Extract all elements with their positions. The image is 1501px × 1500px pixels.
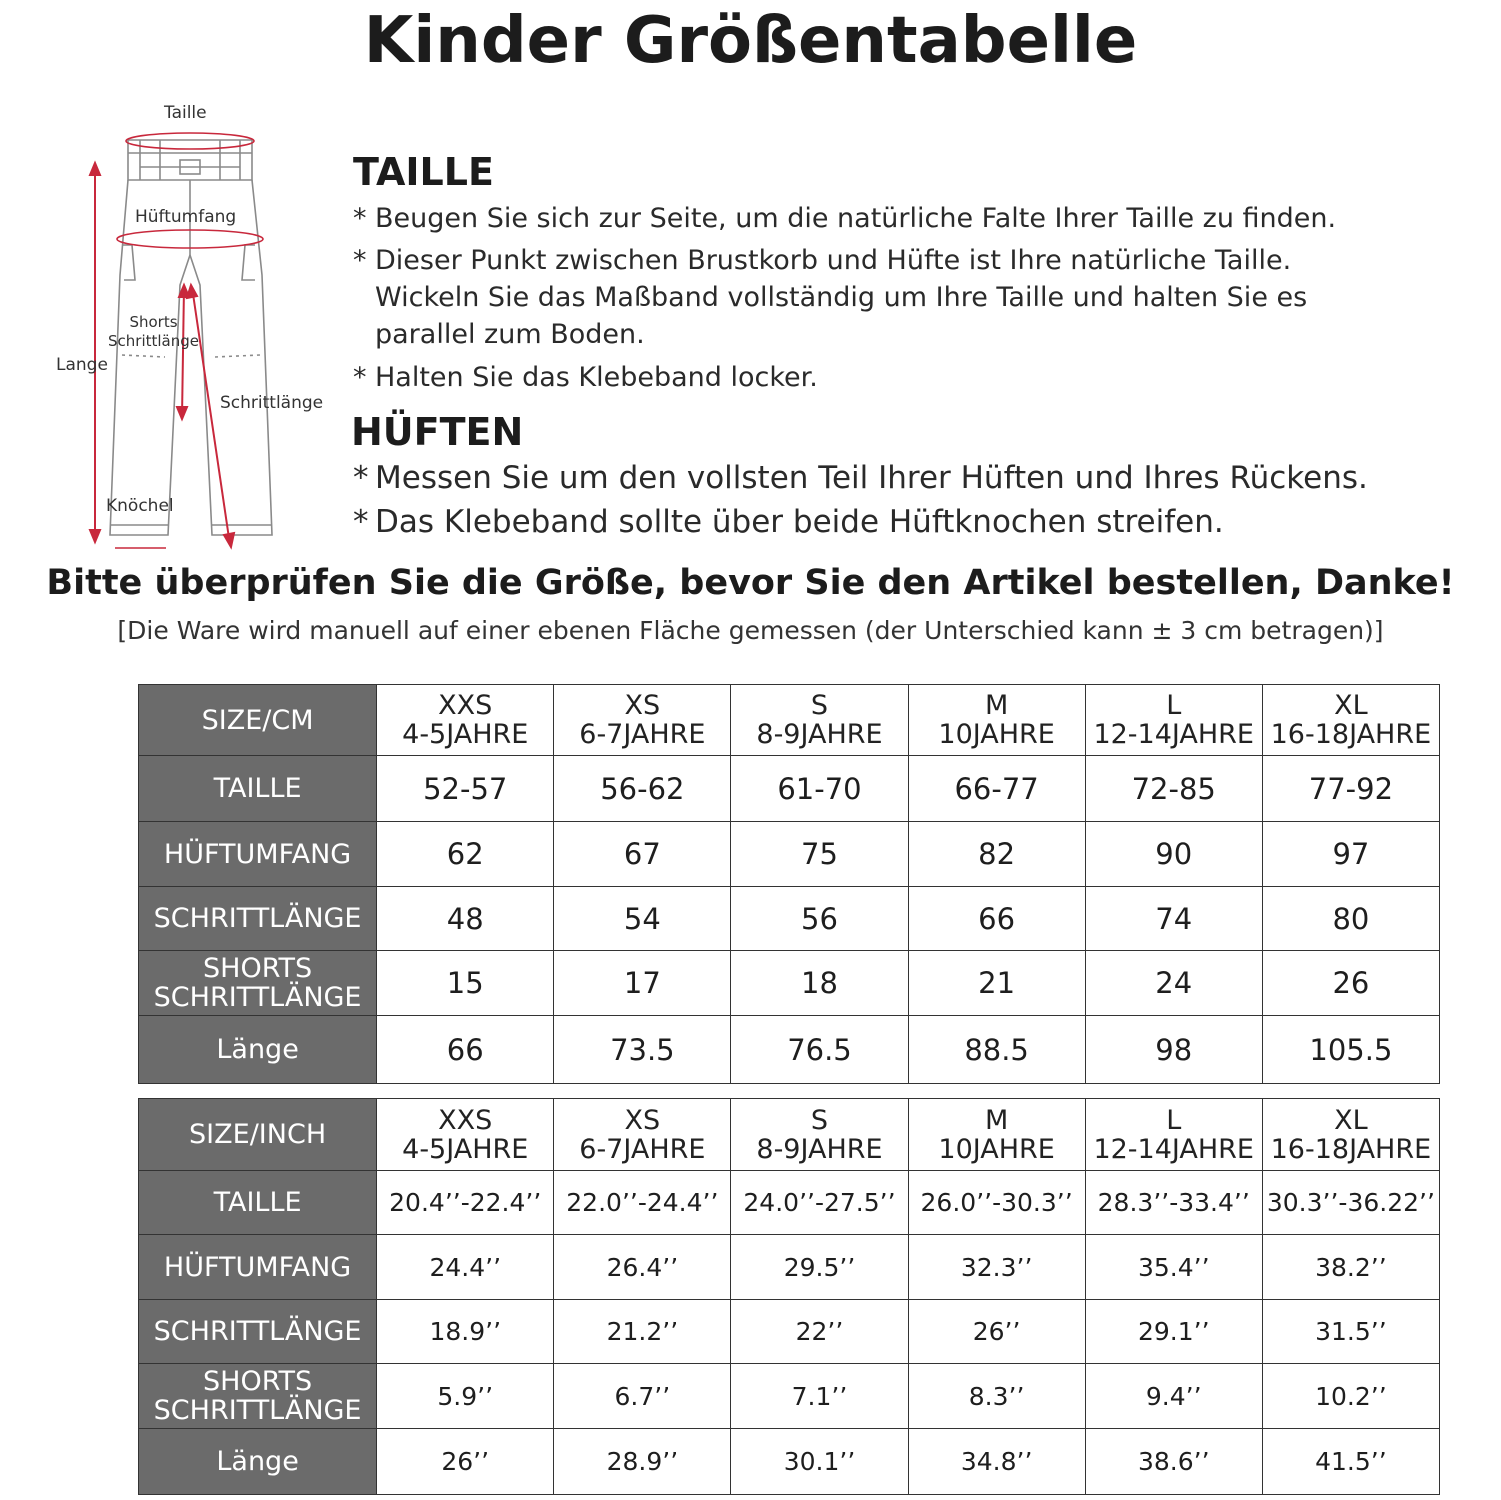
table-cell: 26’’: [908, 1300, 1085, 1364]
row-label: TAILLE: [139, 1171, 377, 1235]
table-cell: 35.4’’: [1085, 1235, 1262, 1300]
table-cell: 26.4’’: [554, 1235, 731, 1300]
bullet-taille-3: [353, 359, 818, 396]
measurement-note: [Die Ware wird manuell auf einer ebenen Fläche gemessen (der Unterschied kann ± 3 cm betragen)]: [117, 616, 1384, 645]
table-cell: 30.3’’-36.22’’: [1262, 1171, 1439, 1235]
row-label: [139, 951, 377, 1016]
size-age: 6-7JAHRE: [579, 719, 706, 750]
label-knoechel: Knöchel: [106, 496, 174, 516]
table-cell: 22’’: [731, 1300, 908, 1364]
size-code: S: [810, 1104, 829, 1136]
size-code: M: [984, 1104, 1009, 1136]
size-code: L: [1166, 1104, 1182, 1136]
bullet-text: Dieser Punkt zwischen Brustkorb und Hüfte ist Ihre natürliche Taille.: [375, 245, 1292, 276]
table-row: [139, 1300, 1440, 1364]
size-age: 6-7JAHRE: [579, 1133, 706, 1165]
pants-diagram: [40, 95, 340, 565]
table-cell: 75: [731, 822, 908, 887]
size-header: [731, 685, 908, 756]
bullet-text: Das Klebeband sollte über beide Hüftknochen streifen.: [375, 504, 1224, 540]
label-shorts-line1: Shorts: [129, 313, 178, 331]
table-cell: 56-62: [554, 756, 731, 822]
table-row: [139, 1429, 1440, 1495]
size-age: 8-9JAHRE: [756, 719, 883, 750]
table-cell: 32.3’’: [908, 1235, 1085, 1300]
size-header: [554, 685, 731, 756]
table-cell: 80: [1262, 887, 1439, 951]
table-header-row: [139, 1099, 1440, 1171]
size-code: XS: [624, 1104, 661, 1136]
bullet-star: *: [353, 362, 367, 393]
bullet-hueften-2: [353, 504, 1224, 541]
table-row: [139, 1171, 1440, 1235]
table-cell: 18: [731, 951, 908, 1016]
size-header: [908, 685, 1085, 756]
bullet-taille-1: [353, 200, 1336, 237]
size-age: 16-18JAHRE: [1270, 1133, 1432, 1165]
table-row: [139, 1364, 1440, 1429]
bullet-star: *: [353, 203, 367, 234]
table-cell: 18.9’’: [377, 1300, 554, 1364]
table-cell: 72-85: [1085, 756, 1262, 822]
size-age: 4-5JAHRE: [402, 719, 529, 750]
size-header: [554, 1099, 731, 1171]
table-cell: 54: [554, 887, 731, 951]
bullet-star: *: [353, 460, 369, 496]
size-age: 4-5JAHRE: [402, 1133, 529, 1165]
size-code: XL: [1334, 1104, 1368, 1136]
table-cell: 24.4’’: [377, 1235, 554, 1300]
table-cell: 38.2’’: [1262, 1235, 1439, 1300]
table-cell: 97: [1262, 822, 1439, 887]
table-cell: 6.7’’: [554, 1364, 731, 1429]
table-cell: 67: [554, 822, 731, 887]
table-cell: 15: [377, 951, 554, 1016]
size-header: [1085, 685, 1262, 756]
row-label: TAILLE: [139, 756, 377, 822]
size-header: [1262, 1099, 1439, 1171]
row-label: SCHRITTLÄNGE: [139, 887, 377, 951]
table-cell: 22.0’’-24.4’’: [554, 1171, 731, 1235]
bullet-hueften-1: [353, 460, 1368, 497]
table-cell: 41.5’’: [1262, 1429, 1439, 1495]
table-cell: 52-57: [377, 756, 554, 822]
bullet-taille-2: [353, 242, 1307, 353]
table-cell: 76.5: [731, 1016, 908, 1084]
table-cell: 38.6’’: [1085, 1429, 1262, 1495]
label-taille: Taille: [164, 103, 207, 123]
size-header: [731, 1099, 908, 1171]
table-cell: 77-92: [1262, 756, 1439, 822]
table-cell: 28.3’’-33.4’’: [1085, 1171, 1262, 1235]
size-header: [377, 1099, 554, 1171]
size-header: [908, 1099, 1085, 1171]
row-label: [139, 1364, 377, 1429]
table-cell: 9.4’’: [1085, 1364, 1262, 1429]
table-cell: 105.5: [1262, 1016, 1439, 1084]
label-shorts-schrittlaenge: [108, 313, 199, 351]
table-row: [139, 887, 1440, 951]
table-cell: 88.5: [908, 1016, 1085, 1084]
table-row: [139, 756, 1440, 822]
table-cell: 8.3’’: [908, 1364, 1085, 1429]
size-age: 12-14JAHRE: [1093, 719, 1254, 750]
size-age: 12-14JAHRE: [1093, 1133, 1254, 1165]
table-cell: 5.9’’: [377, 1364, 554, 1429]
table-row: [139, 1016, 1440, 1084]
size-age: 10JAHRE: [938, 719, 1055, 750]
size-header: [1262, 685, 1439, 756]
table-cell: 17: [554, 951, 731, 1016]
size-code: M: [984, 690, 1009, 721]
size-header: [1085, 1099, 1262, 1171]
table-cell: 90: [1085, 822, 1262, 887]
table-cell: 62: [377, 822, 554, 887]
label-schrittlaenge: Schrittlänge: [220, 393, 324, 413]
table-corner: SIZE/INCH: [139, 1099, 377, 1171]
row-label: Länge: [139, 1016, 377, 1084]
table-cell: 66: [377, 1016, 554, 1084]
table-cell: 24: [1085, 951, 1262, 1016]
row-label: SCHRITTLÄNGE: [139, 1300, 377, 1364]
table-cell: 21: [908, 951, 1085, 1016]
table-cell: 26’’: [377, 1429, 554, 1495]
size-table-cm: [138, 684, 1440, 1084]
size-age: 10JAHRE: [938, 1133, 1055, 1165]
table-cell: 82: [908, 822, 1085, 887]
label-hueftumfang: Hüftumfang: [135, 207, 237, 227]
size-code: XS: [624, 690, 661, 721]
table-cell: 34.8’’: [908, 1429, 1085, 1495]
size-age: 8-9JAHRE: [756, 1133, 883, 1165]
section-heading-taille: TAILLE: [353, 150, 494, 194]
table-cell: 20.4’’-22.4’’: [377, 1171, 554, 1235]
table-cell: 48: [377, 887, 554, 951]
table-cell: 29.5’’: [731, 1235, 908, 1300]
label-shorts-line2: Schrittlänge: [108, 332, 199, 350]
row-label: HÜFTUMFANG: [139, 1235, 377, 1300]
bullet-text: Wickeln Sie das Maßband vollständig um Ihre Taille und halten Sie es: [375, 282, 1308, 313]
size-code: XL: [1334, 690, 1368, 721]
size-code: L: [1166, 690, 1182, 721]
row-label-line: SHORTS: [203, 1366, 313, 1397]
table-cell: 24.0’’-27.5’’: [731, 1171, 908, 1235]
size-header: [377, 685, 554, 756]
table-cell: 66-77: [908, 756, 1085, 822]
row-label: HÜFTUMFANG: [139, 822, 377, 887]
table-cell: 29.1’’: [1085, 1300, 1262, 1364]
table-corner: SIZE/CM: [139, 685, 377, 756]
table-row: [139, 1235, 1440, 1300]
page-title: Kinder Größentabelle: [363, 4, 1138, 78]
row-label-line: SHORTS: [203, 953, 313, 984]
section-heading-hueften: HÜFTEN: [351, 410, 524, 454]
table-cell: 73.5: [554, 1016, 731, 1084]
bullet-text: parallel zum Boden.: [375, 319, 645, 350]
order-notice: Bitte überprüfen Sie die Größe, bevor Sie den Artikel bestellen, Danke!: [46, 563, 1455, 603]
table-cell: 74: [1085, 887, 1262, 951]
row-label-line: SCHRITTLÄNGE: [153, 982, 362, 1013]
size-age: 16-18JAHRE: [1270, 719, 1432, 750]
bullet-text: Beugen Sie sich zur Seite, um die natürliche Falte Ihrer Taille zu finden.: [375, 203, 1337, 234]
table-cell: 21.2’’: [554, 1300, 731, 1364]
table-cell: 28.9’’: [554, 1429, 731, 1495]
table-cell: 98: [1085, 1016, 1262, 1084]
table-cell: 7.1’’: [731, 1364, 908, 1429]
table-cell: 66: [908, 887, 1085, 951]
table-cell: 61-70: [731, 756, 908, 822]
table-row: [139, 951, 1440, 1016]
table-cell: 26: [1262, 951, 1439, 1016]
bullet-star: *: [353, 245, 367, 276]
table-cell: 56: [731, 887, 908, 951]
label-lange: Lange: [56, 355, 108, 375]
bullet-star: *: [353, 504, 369, 540]
size-code: S: [810, 690, 829, 721]
size-table-inch: [138, 1098, 1440, 1495]
table-cell: 10.2’’: [1262, 1364, 1439, 1429]
table-row: [139, 822, 1440, 887]
row-label: Länge: [139, 1429, 377, 1495]
table-cell: 30.1’’: [731, 1429, 908, 1495]
row-label-line: SCHRITTLÄNGE: [153, 1395, 362, 1426]
table-cell: 26.0’’-30.3’’: [908, 1171, 1085, 1235]
table-header-row: [139, 685, 1440, 756]
size-code: XXS: [438, 1104, 493, 1136]
bullet-text: Halten Sie das Klebeband locker.: [375, 362, 818, 393]
table-cell: 31.5’’: [1262, 1300, 1439, 1364]
bullet-text: Messen Sie um den vollsten Teil Ihrer Hüften und Ihres Rückens.: [375, 460, 1368, 496]
size-code: XXS: [438, 690, 493, 721]
